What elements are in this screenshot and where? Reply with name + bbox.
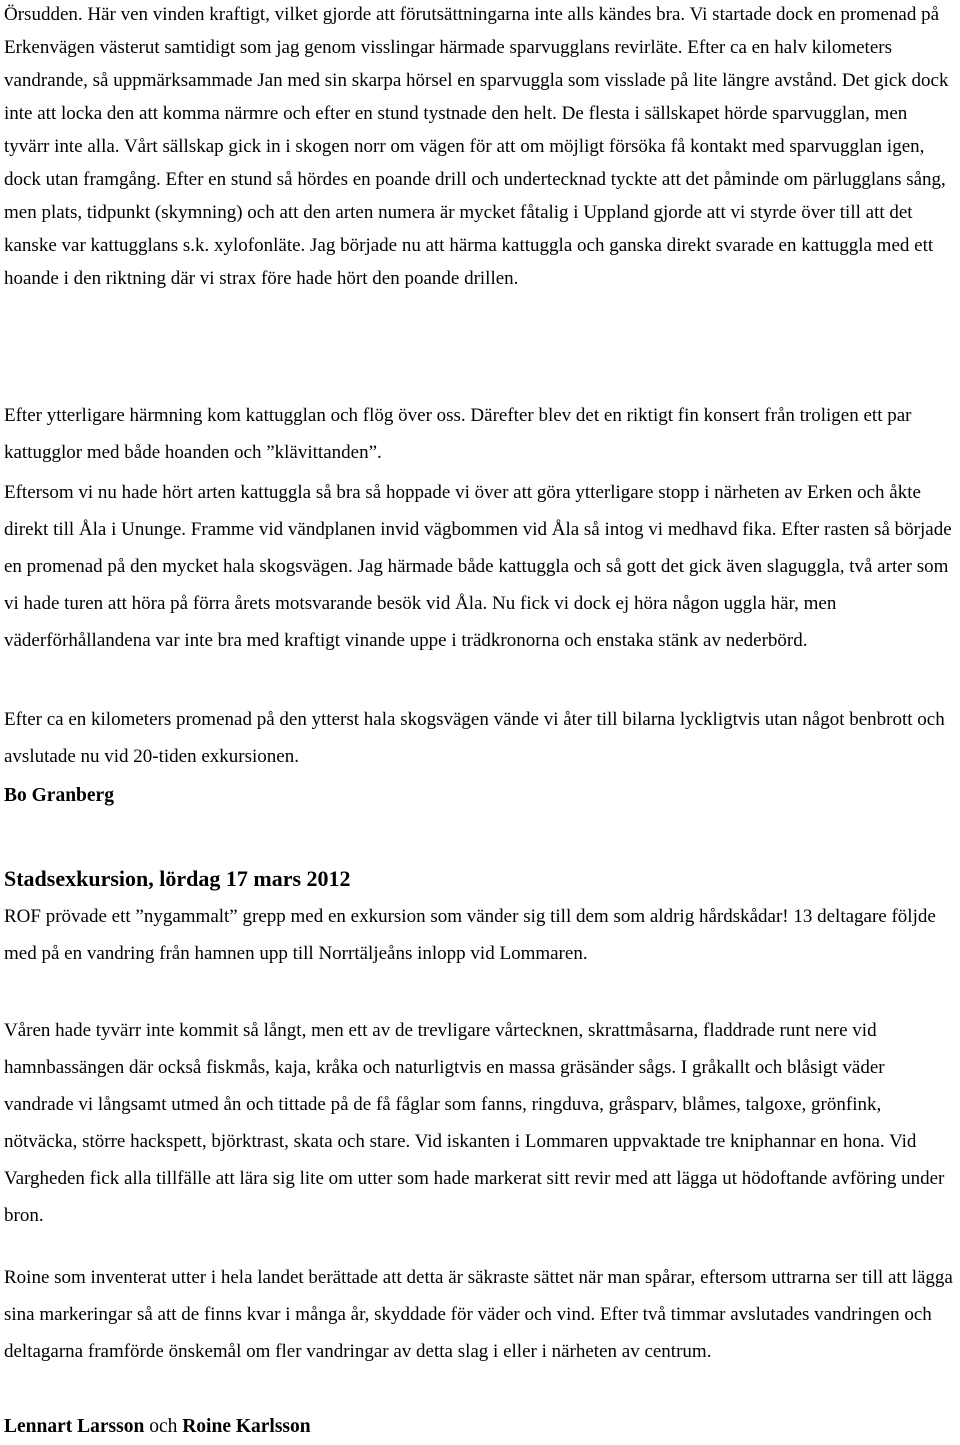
signature-larsson-karlsson (4, 1408, 956, 1445)
signature-bo-granberg: Bo Granberg (4, 785, 114, 806)
signature-name-roine: Roine Karlsson (182, 1416, 311, 1437)
section-heading-stadsexkursion: Stadsexkursion, lördag 17 mars 2012 (4, 866, 351, 891)
paragraph-stadsexkursion-intro: ROF prövade ett ”nygammalt” grepp med en exkursion som vänder sig till dem som aldrig hårdskådar! 13 deltagare följde med på en vandring från hamnen upp till Norrtäljeåns inlopp vid Lommaren. (4, 906, 936, 964)
paragraph-utter-roine: Roine som inventerat utter i hela landet berättade att detta är säkraste sättet när man spårar, eftersom uttrarna ser till att lägga sina markeringar så att de finns kvar i många år, skyddade för väder och vind. Efter två timmar avslutades vandringen och deltagarna framförde önskemål om fler vandringar av detta slag i eller i närheten av centrum. (4, 1267, 953, 1362)
paragraph-ala-ununge: Eftersom vi nu hade hört arten kattuggla så bra så hoppade vi över att göra ytterligare stopp i närheten av Erken och åkte direkt till Åla i Ununge. Framme vid vändplanen invid vägbommen vid Åla så intog vi medhavd fika. Efter rasten så började en promenad på den mycket hala skogsvägen. Jag härmade både kattuggla och så gott det gick även slaguggla, två arter som vi hade turen att höra på förra årets motsvarande besök vid Åla. Nu fick vi dock ej höra någon uggla här, men väderförhållandena var inte bra med kraftigt vinande uppe i trädkronorna och enstaka stänk av nederbörd. (4, 482, 952, 651)
signature-name-lennart: Lennart Larsson (4, 1416, 145, 1437)
paragraph-ugglor-start: Örsudden. Här ven vinden kraftigt, vilket gjorde att förutsättningarna inte alls kändes bra. Vi startade dock en promenad på Erkenvägen västerut samtidigt som jag genom visslingar härmade sparvugglans revirläte. Efter ca en halv kilometers vandrande, så uppmärksammade Jan med sin skarpa hörsel en sparvuggla som visslade på lite längre avstånd. Det gick dock inte att locka den att komma närmre och efter en stund tystnade den helt. De flesta i sällskapet hörde sparvugglan, men tyvärr inte alla. Vårt sällskap gick in i skogen norr om vägen för att om möjligt försöka få kontakt med sparvugglan igen, dock utan framgång. Efter en stund så hördes en poande drill och undertecknad tyckte att det påminde om pärlugglans sång, men plats, tidpunkt (skymning) och att den arten numera är mycket fåtalig i Uppland gjorde att vi styrde över till att det kanske var kattugglans s.k. xylofonläte. Jag började nu att härma kattuggla och ganska direkt svarade en kattuggla med ett hoande i den riktning där vi strax före hade hört den poande drillen. (4, 4, 949, 289)
signature-conjunction: och (144, 1416, 183, 1437)
paragraph-kattuggla-konsert: Efter ytterligare härmning kom kattugglan och flög över oss. Därefter blev det en riktigt fin konsert från troligen ett par kattugglor med både hoanden och ”klävittanden”. (4, 405, 912, 463)
paragraph-vartecken-faglar: Våren hade tyvärr inte kommit så långt, men ett av de trevligare vårtecknen, skrattmåsarna, fladdrade runt nere vid hamnbassängen där också fiskmås, kaja, kråka och naturligtvis en massa gräsänder sågs. I gråkallt och blåsigt väder vandrade vi långsamt utmed ån och tittade på de få fåglar som fanns, ringduva, gråsparv, blåmes, talgoxe, grönfink, nötväcka, större hackspett, björktrast, skata och stare. Vid iskanten i Lommaren uppvaktade tre kniphannar en hona. Vid Vargheden fick alla tillfälle att lära sig lite om utter som hade markerat sitt revir med att lägga ut hödoftande avföring under bron. (4, 1020, 945, 1226)
paragraph-exkursion-slut: Efter ca en kilometers promenad på den ytterst hala skogsvägen vände vi åter till bilarna lyckligtvis utan något benbrott och avslutade nu vid 20-tiden exkursionen. (4, 709, 945, 767)
